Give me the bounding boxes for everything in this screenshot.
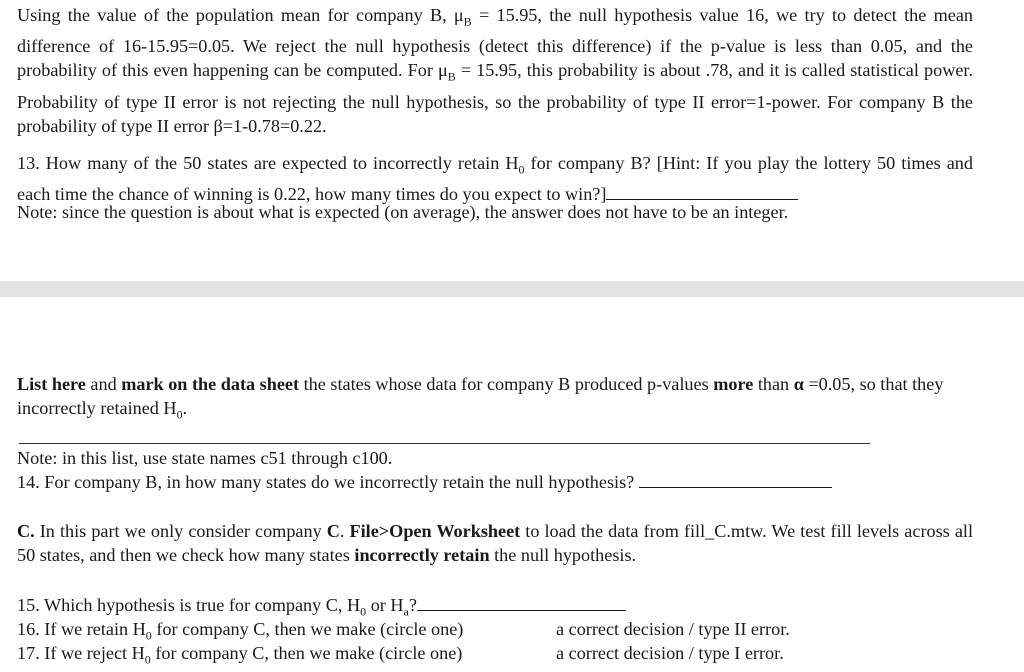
list-answer-line[interactable] (19, 443, 870, 444)
question-16: 16. If we retain $H_0$ for company C, then we make (circle one) (17, 619, 464, 643)
list-instructions: List here and mark on the data sheet the states whose data for company B produced p-values more than α =0.05, so that they incorrectly retained $H_0$. (17, 374, 944, 423)
page-separator (0, 281, 1024, 297)
answer-blank-14[interactable] (639, 471, 832, 488)
alpha-symbol: α (793, 374, 804, 394)
page-bottom (0, 297, 1024, 670)
question-13-note: Note: since the question is about what is expected (on average), the answer does not have to be an integer. (17, 202, 789, 222)
question-13: 13. How many of the 50 states are expected to incorrectly retain $H_0$ for company B? [Hint: If you play the lottery 50 times and each time the chance of winning is 0.22, how many times do you expect to win?] (17, 153, 973, 205)
part-c-intro: C. In this part we only consider company C. File>Open Worksheet to load the data from fill_C.mtw. We test fill levels across all 50 states, and then we check how many states incorrectly retain the null hypothesis. (17, 521, 973, 566)
page-top (0, 0, 1024, 281)
intro-paragraph: Using the value of the population mean for company B, $\mu_B = 15.95$, the null hypothesis value 16, we try to detect the mean difference of 16-15.95=0.05. We reject the null hypothesis (detect this difference) if the p-value is less than 0.05, and the probability of this even happening can be computed. For $\mu_B = 15.95$, this probability is about .78, and it is called statistical power. Probability of type II error is not rejecting the null hypothesis, so the probability of type II error=1-power. For company B the probability of type II error β=1-0.78=0.22. (17, 5, 973, 136)
note-state-names: Note: in this list, use state names c51 through c100. (17, 448, 393, 468)
answer-blank-15[interactable] (417, 594, 626, 611)
question-15: 15. Which hypothesis is true for company C, $H_0$ or $H_a$? (17, 593, 626, 624)
question-16-options[interactable]: a correct decision / type II error. (556, 619, 790, 639)
question-17: 17. If we reject $H_0$ for company C, then we make (circle one) (17, 643, 463, 667)
answer-blank-13[interactable] (606, 183, 798, 200)
question-17-options[interactable]: a correct decision / type I error. (556, 643, 784, 663)
question-14: 14. For company B, in how many states do we incorrectly retain the null hypothesis? (17, 470, 832, 494)
